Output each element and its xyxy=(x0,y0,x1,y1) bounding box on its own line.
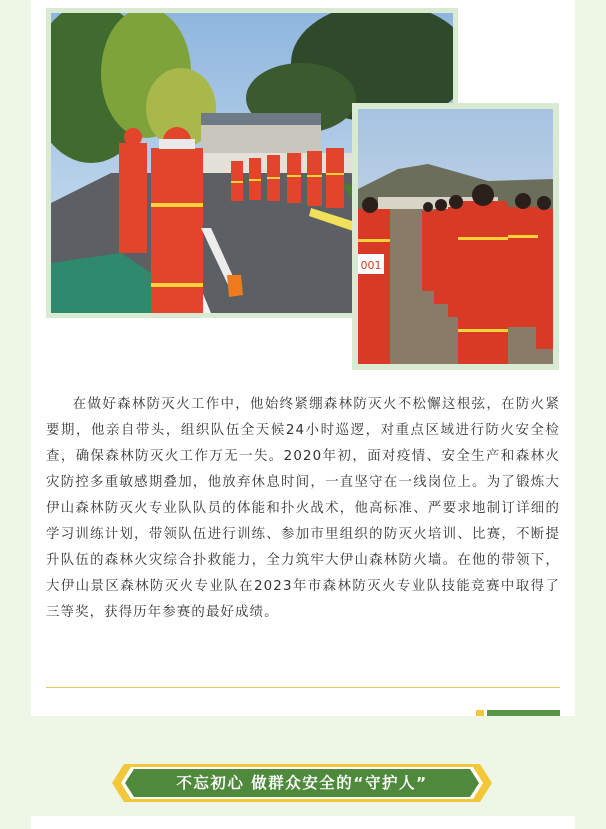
divider-line xyxy=(46,687,560,688)
corner-accent-yellow xyxy=(476,710,484,716)
bib-number: 001 xyxy=(360,259,382,272)
section-banner-title: 不忘初心 做群众安全的“守护人” xyxy=(176,774,428,792)
team-lineup-photo-image xyxy=(358,109,553,364)
article-paragraph: 在做好森林防灭火工作中，他始终紧绷森林防灭火不松懈这根弦，在防火紧要期，他亲自带头，组织队伍全天候24小时巡逻，对重点区域进行防火安全检查，确保森林防灭火工作万无一失。2020年初，面对疫情、安全生产和森林火灾防控多重敏感期叠加，他放弃休息时间，一直坚守在一线岗位上。为了锻炼大伊山森林防灭火专业队队员的体能和扑火战术，他高标准、严要求地制订详细的学习训练计划，带领队伍进行训练、参加市里组织的防灭火培训、比赛，不断提升队伍的森林火灾综合扑救能力，全力筑牢大伊山森林防火墙。在他的带领下，大伊山景区森林防灭火专业队在2023年市森林防灭火专业队技能竞赛中取得了三等奖，获得历年参赛的最好成绩。 xyxy=(46,397,560,620)
section-banner xyxy=(112,764,492,802)
corner-accent-green xyxy=(487,710,560,716)
team-lineup-photo xyxy=(352,103,559,370)
next-card-edge xyxy=(31,816,575,829)
